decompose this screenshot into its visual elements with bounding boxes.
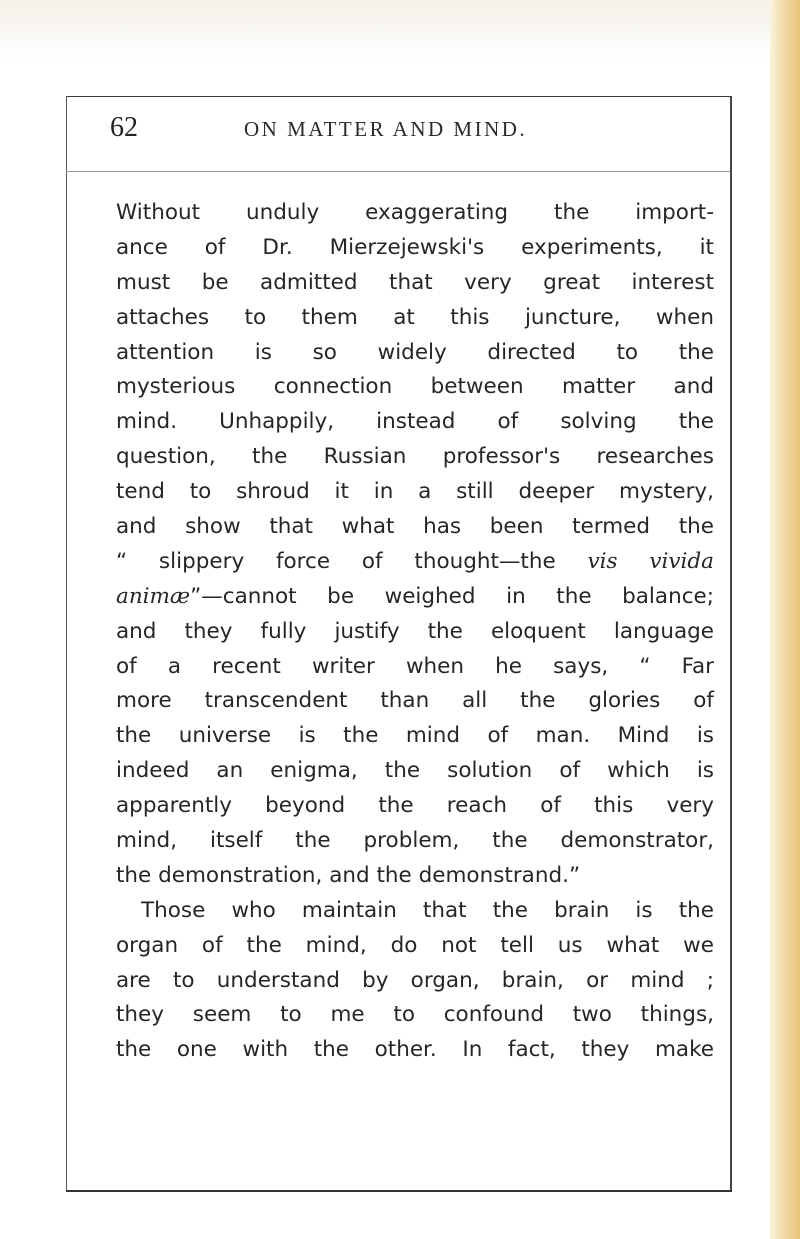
text-segment: ”—cannot be weighed in the balance; [190, 583, 714, 609]
text-segment: “ slippery force of thought—the [116, 548, 588, 574]
page-edge [770, 0, 800, 1239]
text-line: mind, itself the problem, the demonstrator, [116, 828, 714, 854]
text-line: the one with the other. In fact, they make [116, 1037, 714, 1063]
text-line: and they fully justify the eloquent language [116, 618, 714, 644]
page-number: 62 [110, 112, 138, 143]
header-rule [66, 171, 730, 172]
frame-bottom-rule [66, 1190, 732, 1192]
text-line: indeed an enigma, the solution of which is [116, 758, 714, 784]
text-line [116, 545, 714, 580]
text-line: organ of the mind, do not tell us what we [116, 932, 714, 958]
page-header [110, 112, 720, 152]
italic-phrase: animæ [116, 583, 191, 609]
text-line [116, 580, 714, 615]
text-line: are to understand by organ, brain, or mind ; [116, 967, 714, 993]
text-line: Without unduly exaggerating the import- [116, 200, 714, 225]
text-line: mysterious connection between matter and [116, 374, 714, 400]
text-line: attention is so widely directed to the [116, 339, 714, 365]
text-line: tend to shroud it in a still deeper mystery, [116, 479, 714, 505]
text-line: must be admitted that very great interest [116, 269, 714, 295]
text-line: and show that what has been termed the [116, 514, 714, 540]
frame-right-rule [730, 96, 732, 1192]
running-title: ON MATTER AND MIND. [244, 117, 528, 141]
scan-shadow [0, 0, 800, 60]
text-line: the demonstration, and the demonstrand.” [116, 862, 581, 888]
text-line: they seem to me to confound two things, [116, 1002, 714, 1028]
body-text [116, 196, 714, 1068]
text-line: more transcendent than all the glories of [116, 688, 714, 714]
text-line: of a recent writer when he says, “ Far [116, 653, 714, 679]
text-line: mind. Unhappily, instead of solving the [116, 409, 714, 435]
frame-top-rule [66, 96, 730, 97]
italic-phrase: vis vivida [587, 548, 714, 574]
text-line: the universe is the mind of man. Mind is [116, 723, 714, 749]
text-line: Those who maintain that the brain is the [141, 897, 714, 923]
text-line: apparently beyond the reach of this very [116, 793, 714, 819]
text-line: question, the Russian professor's researches [116, 444, 714, 470]
frame-left-rule [66, 96, 67, 1190]
text-line: attaches to them at this juncture, when [116, 304, 714, 330]
text-line: ance of Dr. Mierzejewski's experiments, it [116, 234, 714, 260]
